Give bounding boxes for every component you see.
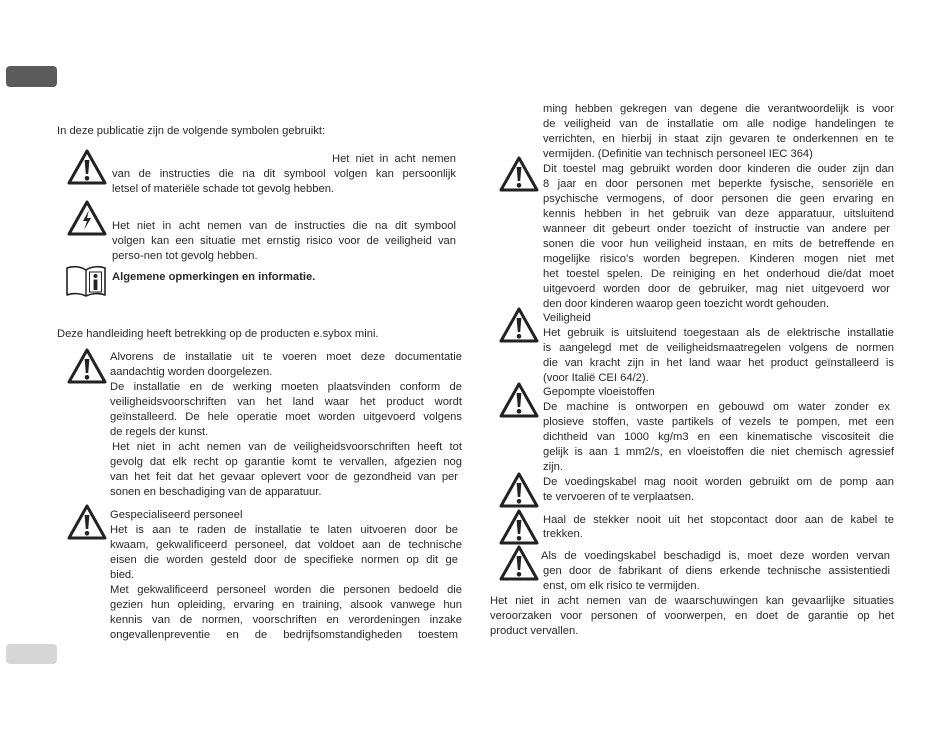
personnel-cont-line: de veiligheid van de installatie om alle nodige handelingen te <box>543 118 894 130</box>
page-tab <box>6 644 57 664</box>
personnel-cont-line: ming hebben gekregen van degene die verantwoordelijk is voor <box>543 103 894 115</box>
symbol-electric-text-1: Het niet in acht nemen van de instructies die na dit symbool <box>112 220 456 232</box>
safety-text-line: is aangelegd met de veiligheidsmaatregelen volgens de normen <box>543 342 894 354</box>
plug-text-line: trekken. <box>543 528 583 540</box>
personnel-text-line: ongevallenpreventie en de bedrijfsomstandigheden toestem <box>110 629 458 641</box>
symbol-electric-text-2: volgen kan een situatie met ernstig risico voor de veiligheid van <box>112 235 456 247</box>
installation-text-line: geïnstalleerd. De hele operatie moet worden uitgevoerd volgens <box>110 411 462 423</box>
warning-triangle-icon <box>499 509 539 545</box>
personnel-text-line: Het is aan te raden de installatie te laten uitvoeren door be <box>110 524 458 536</box>
personnel-text-line: bied. <box>110 569 135 581</box>
warning-triangle-icon <box>499 156 539 192</box>
installation-text-line: de regels der kunst. <box>110 426 209 438</box>
installation-text-line: aandachtig worden doorgelezen. <box>110 366 273 378</box>
children-text-line: mogelijke risico’s worden begrepen. Kinderen mogen niet met <box>543 253 894 265</box>
installation-text-line: van het feit dat het gevaar oplevert voor de gezondheid van per <box>110 471 458 483</box>
fluids-text-line: plosieve stoffen, vaste partikels of vezels te pompen, met een <box>543 416 894 428</box>
electric-hazard-icon <box>67 200 107 236</box>
personnel-text-line: gezien hun opleiding, ervaring en training, alsook vanwege hun <box>110 599 462 611</box>
warning-triangle-icon <box>67 504 107 540</box>
personnel-text-line: Met gekwalificeerd personeel worden die personen bedoeld die <box>110 584 462 596</box>
children-text-line: uitgevoerd worden door de gebruiker, mag niet uitgevoerd wor <box>543 283 890 295</box>
plug-text-line: Haal de stekker nooit uit het stopcontact door aan de kabel te <box>543 514 894 526</box>
symbol-danger-text-1: Het niet in acht nemen <box>332 153 456 165</box>
damaged-cable-text-line: Als de voedingskabel beschadigd is, moet deze worden vervan <box>541 550 890 562</box>
fluids-text-line: gelijk is aan 1 mm2/s, en vloeistoffen die niet chemisch agressief <box>543 446 894 458</box>
installation-text-line: De installatie en de werking moeten plaatsvinden conform de <box>110 381 462 393</box>
children-text-line: kennis hebben in het gebruik van deze apparatuur, uitsluitend <box>543 208 894 220</box>
damaged-cable-text-line: enst, om elk risico te vermijden. <box>543 580 700 592</box>
safety-heading: Veiligheid <box>543 312 591 324</box>
final-warning-line: Het niet in acht nemen van de waarschuwingen kan gevaarlijke situaties <box>490 595 894 607</box>
safety-text-line: (voor Italië CEI 64/2). <box>543 372 649 384</box>
info-book-icon <box>65 264 107 298</box>
symbol-info-text: Algemene opmerkingen en informatie. <box>112 271 316 283</box>
damaged-cable-text-line: gen door de fabrikant of diens erkende technische assistentiedi <box>543 565 890 577</box>
scope-text: Deze handleiding heeft betrekking op de producten e.sybox mini. <box>57 328 379 340</box>
personnel-cont-line: verrichten, en hierbij in staat zijn gevaren te onderkennen en te <box>543 133 894 145</box>
personnel-text-line: kennis van de normen, voorschriften en verordeningen inzake <box>110 614 462 626</box>
warning-triangle-icon <box>499 472 539 508</box>
children-text-line: 8 jaar en door personen met beperkte fysische, sensoriële en <box>543 178 894 190</box>
children-text-line: den door kinderen waarop geen toezicht wordt gehouden. <box>543 298 830 310</box>
section-tab <box>6 66 57 87</box>
symbol-danger-text-2: van de instructies die na dit symbool volgen kan persoonlijk <box>112 168 456 180</box>
warning-triangle-icon <box>499 307 539 343</box>
personnel-text-line: eisen die worden gesteld door de specifieke normen op dit ge <box>110 554 458 566</box>
installation-text-line: gevolg dat elk recht op garantie komt te vervallen, afgezien nog <box>110 456 462 468</box>
personnel-text-line: kwaam, gekwalificeerd personeel, dat voldoet aan de technische <box>110 539 462 551</box>
fluids-text-line: dichtheid van 1000 kg/m3 en een kinematische viscositeit die <box>543 431 894 443</box>
cable-text-line: te vervoeren of te verplaatsen. <box>543 491 695 503</box>
fluids-heading: Gepompte vloeistoffen <box>543 386 655 398</box>
children-text-line: psychische vermogens, of door personen die geen ervaring en <box>543 193 894 205</box>
installation-text-line: Alvorens de installatie uit te voeren moet deze documentatie <box>110 351 462 363</box>
warning-triangle-icon <box>499 545 539 581</box>
symbol-danger-text-3: letsel of materiële schade tot gevolg hebben. <box>112 183 335 195</box>
warning-triangle-icon <box>499 382 539 418</box>
personnel-cont-line: vermijden. (Definitie van technisch personeel IEC 364) <box>543 148 813 160</box>
children-text-line: het toestel spelen. De reiniging en het onderhoud die/dat moet <box>543 268 894 280</box>
personnel-heading: Gespecialiseerd personeel <box>110 509 243 521</box>
warning-triangle-icon <box>67 348 107 384</box>
final-warning-line: veroorzaken voor personen of voorwerpen, en doet de garantie op het <box>490 610 894 622</box>
children-text-line: Dit toestel mag gebruikt worden door kinderen die ouder zijn dan <box>543 163 894 175</box>
installation-text-line: veiligheidsvoorschriften van het land waar het product wordt <box>110 396 462 408</box>
children-text-line: wanneer dit gebeurt onder toezicht of instructie van andere per <box>543 223 890 235</box>
safety-text-line: Het gebruik is uitsluitend toegestaan als de elektrische installatie <box>543 327 894 339</box>
fluids-text-line: De machine is ontworpen en gebouwd om water zonder ex <box>543 401 890 413</box>
installation-text-line: Het niet in acht nemen van de veiligheidsvoorschriften heeft tot <box>112 441 462 453</box>
safety-text-line: die van kracht zijn in het land waar het product geïnstalleerd is <box>543 357 894 369</box>
symbol-electric-text-3: perso-nen tot gevolg hebben. <box>112 250 258 262</box>
final-warning-line: product vervallen. <box>490 625 579 637</box>
warning-triangle-icon <box>67 149 107 185</box>
cable-text-line: De voedingskabel mag nooit worden gebruikt om de pomp aan <box>543 476 894 488</box>
fluids-text-line: zijn. <box>543 461 563 473</box>
children-text-line: sonen die voor hun veiligheid instaan, en mits de betreffende en <box>543 238 894 250</box>
symbols-intro: In deze publicatie zijn de volgende symbolen gebruikt: <box>57 125 326 137</box>
installation-text-line: sonen en beschadiging van de apparatuur. <box>110 486 322 498</box>
